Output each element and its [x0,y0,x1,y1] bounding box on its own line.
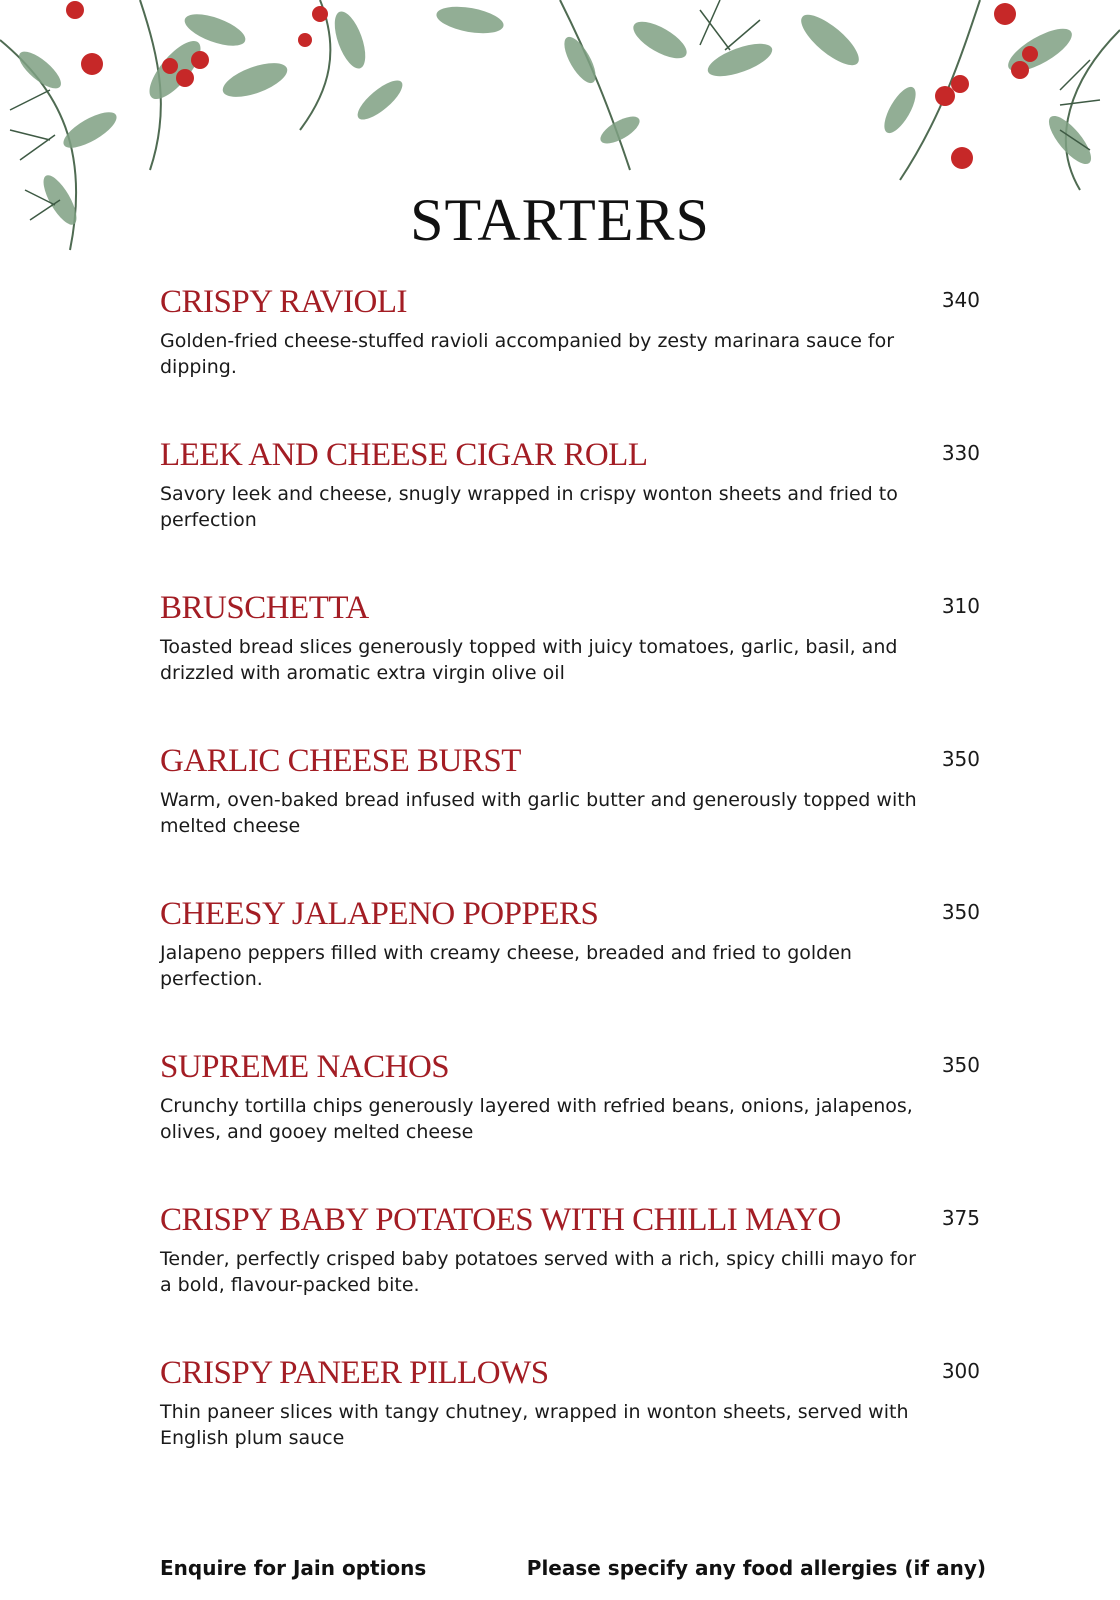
item-name: CHEESY JALAPENO POPPERS [160,896,599,932]
item-name: CRISPY RAVIOLI [160,284,407,320]
item-name: CRISPY PANEER PILLOWS [160,1355,549,1391]
menu-item [160,1047,980,1200]
item-price: 340 [941,288,980,312]
item-description: Tender, perfectly crisped baby potatoes served with a rich, spicy chilli mayo for a bold, flavour-packed bite. [160,1248,916,1296]
item-description: Jalapeno peppers filled with creamy cheese, breaded and fried to golden perfection. [160,942,852,990]
item-name: BRUSCHETTA [160,590,369,626]
item-name: GARLIC CHEESE BURST [160,743,521,779]
item-price: 310 [941,594,980,618]
menu-item [160,435,980,588]
item-description: Golden-fried cheese-stuffed ravioli accompanied by zesty marinara sauce for dipping. [160,330,895,378]
item-name: LEEK AND CHEESE CIGAR ROLL [160,437,648,473]
page-title: STARTERS [410,187,710,253]
item-description: Crunchy tortilla chips generously layered with refried beans, onions, jalapenos, olives, and gooey melted cheese [160,1095,913,1143]
item-price: 375 [941,1206,980,1230]
menu-list [160,282,980,1506]
item-price: 350 [941,747,980,771]
item-name: CRISPY BABY POTATOES WITH CHILLI MAYO [160,1202,841,1238]
item-price: 350 [941,1053,980,1077]
item-price: 350 [941,900,980,924]
item-description: Savory leek and cheese, snugly wrapped in crispy wonton sheets and fried to perfection [160,483,898,531]
item-description: Toasted bread slices generously topped with juicy tomatoes, garlic, basil, and drizzled with aromatic extra virgin olive oil [160,636,898,684]
menu-item [160,1353,980,1506]
allergy-note: Please specify any food allergies (if any) [526,1556,986,1580]
item-price: 300 [941,1359,980,1383]
menu-item [160,1200,980,1353]
item-description: Warm, oven-baked bread infused with garlic butter and generously topped with melted cheese [160,789,917,837]
item-price: 330 [941,441,980,465]
menu-item [160,588,980,741]
jain-options-note: Enquire for Jain options [160,1556,427,1580]
menu-item [160,282,980,435]
item-name: SUPREME NACHOS [160,1049,450,1085]
menu-item [160,741,980,894]
item-description: Thin paneer slices with tangy chutney, wrapped in wonton sheets, served with English plum sauce [160,1401,909,1449]
menu-item [160,894,980,1047]
